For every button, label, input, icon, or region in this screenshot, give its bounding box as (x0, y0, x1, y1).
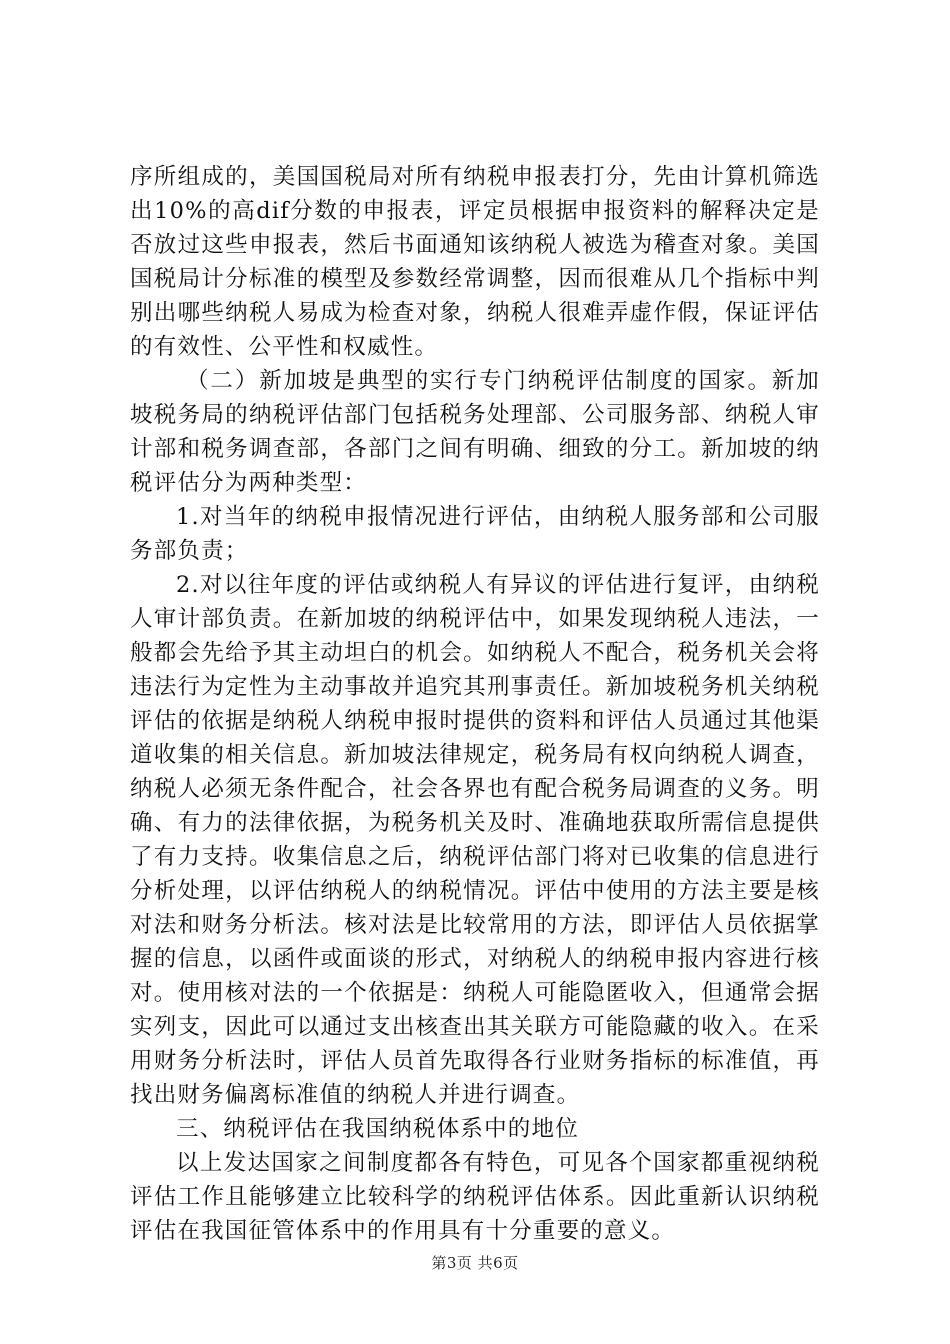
paragraph-conclusion: 以上发达国家之间制度都各有特色，可见各个国家都重视纳税评估工作且能够建立比较科学的纳税评估体系。因此重新认识纳税评估在我国征管体系中的作用具有十分重要的意义。 (130, 1150, 820, 1244)
paragraph-type-2: 2.对以往年度的评估或纳税人有异议的评估进行复评，由纳税人审计部负责。在新加坡的纳税评估中，如果发现纳税人违法，一般都会先给予其主动坦白的机会。如纳税人不配合，税务机关会将违法行为定性为主动事故并追究其刑事责任。新加坡税务机关纳税评估的依据是纳税人纳税申报时提供的资料和评估人员通过其他渠道收集的相关信息。新加坡法律规定，税务局有权向纳税人调查，纳税人必须无条件配合，社会各界也有配合税务局调查的义务。明确、有力的法律依据，为税务机关及时、准确地获取所需信息提供了有力支持。收集信息之后，纳税评估部门将对已收集的信息进行分析处理，以评估纳税人的纳税情况。评估中使用的方法主要是核对法和财务分析法。核对法是比较常用的方法，即评估人员依据掌握的信息，以函件或面谈的形式，对纳税人的纳税申报内容进行核对。使用核对法的一个依据是：纳税人可能隐匿收入，但通常会据实列支，因此可以通过支出核查出其关联方可能隐藏的收入。在采用财务分析法时，评估人员首先取得各行业财务指标的标准值，再找出财务偏离标准值的纳税人并进行调查。 (130, 572, 820, 1108)
paragraph-type-1: 1.对当年的纳税申报情况进行评估，由纳税人服务部和公司服务部负责； (130, 504, 820, 564)
document-body (130, 160, 820, 1248)
page-number: 第3页 共6页 (431, 1254, 519, 1272)
page-footer (0, 1252, 950, 1273)
section-heading-3: 三、纳税评估在我国纳税体系中的地位 (176, 1116, 579, 1142)
paragraph-us-irs-scoring: 序所组成的，美国国税局对所有纳税申报表打分，先由计算机筛选出10%的高dif分数的申报表，评定员根据申报资料的解释决定是否放过这些申报表，然后书面通知该纳税人被选为稽查对象。美国国税局计分标准的模型及参数经常调整，因而很难从几个指标中判别出哪些纳税人易成为检查对象，纳税人很难弄虚作假，保证评估的有效性、公平性和权威性。 (130, 164, 820, 360)
paragraph-singapore-overview: （二）新加坡是典型的实行专门纳税评估制度的国家。新加坡税务局的纳税评估部门包括税务处理部、公司服务部、纳税人审计部和税务调查部，各部门之间有明确、细致的分工。新加坡的纳税评估分为两种类型： (130, 368, 820, 496)
